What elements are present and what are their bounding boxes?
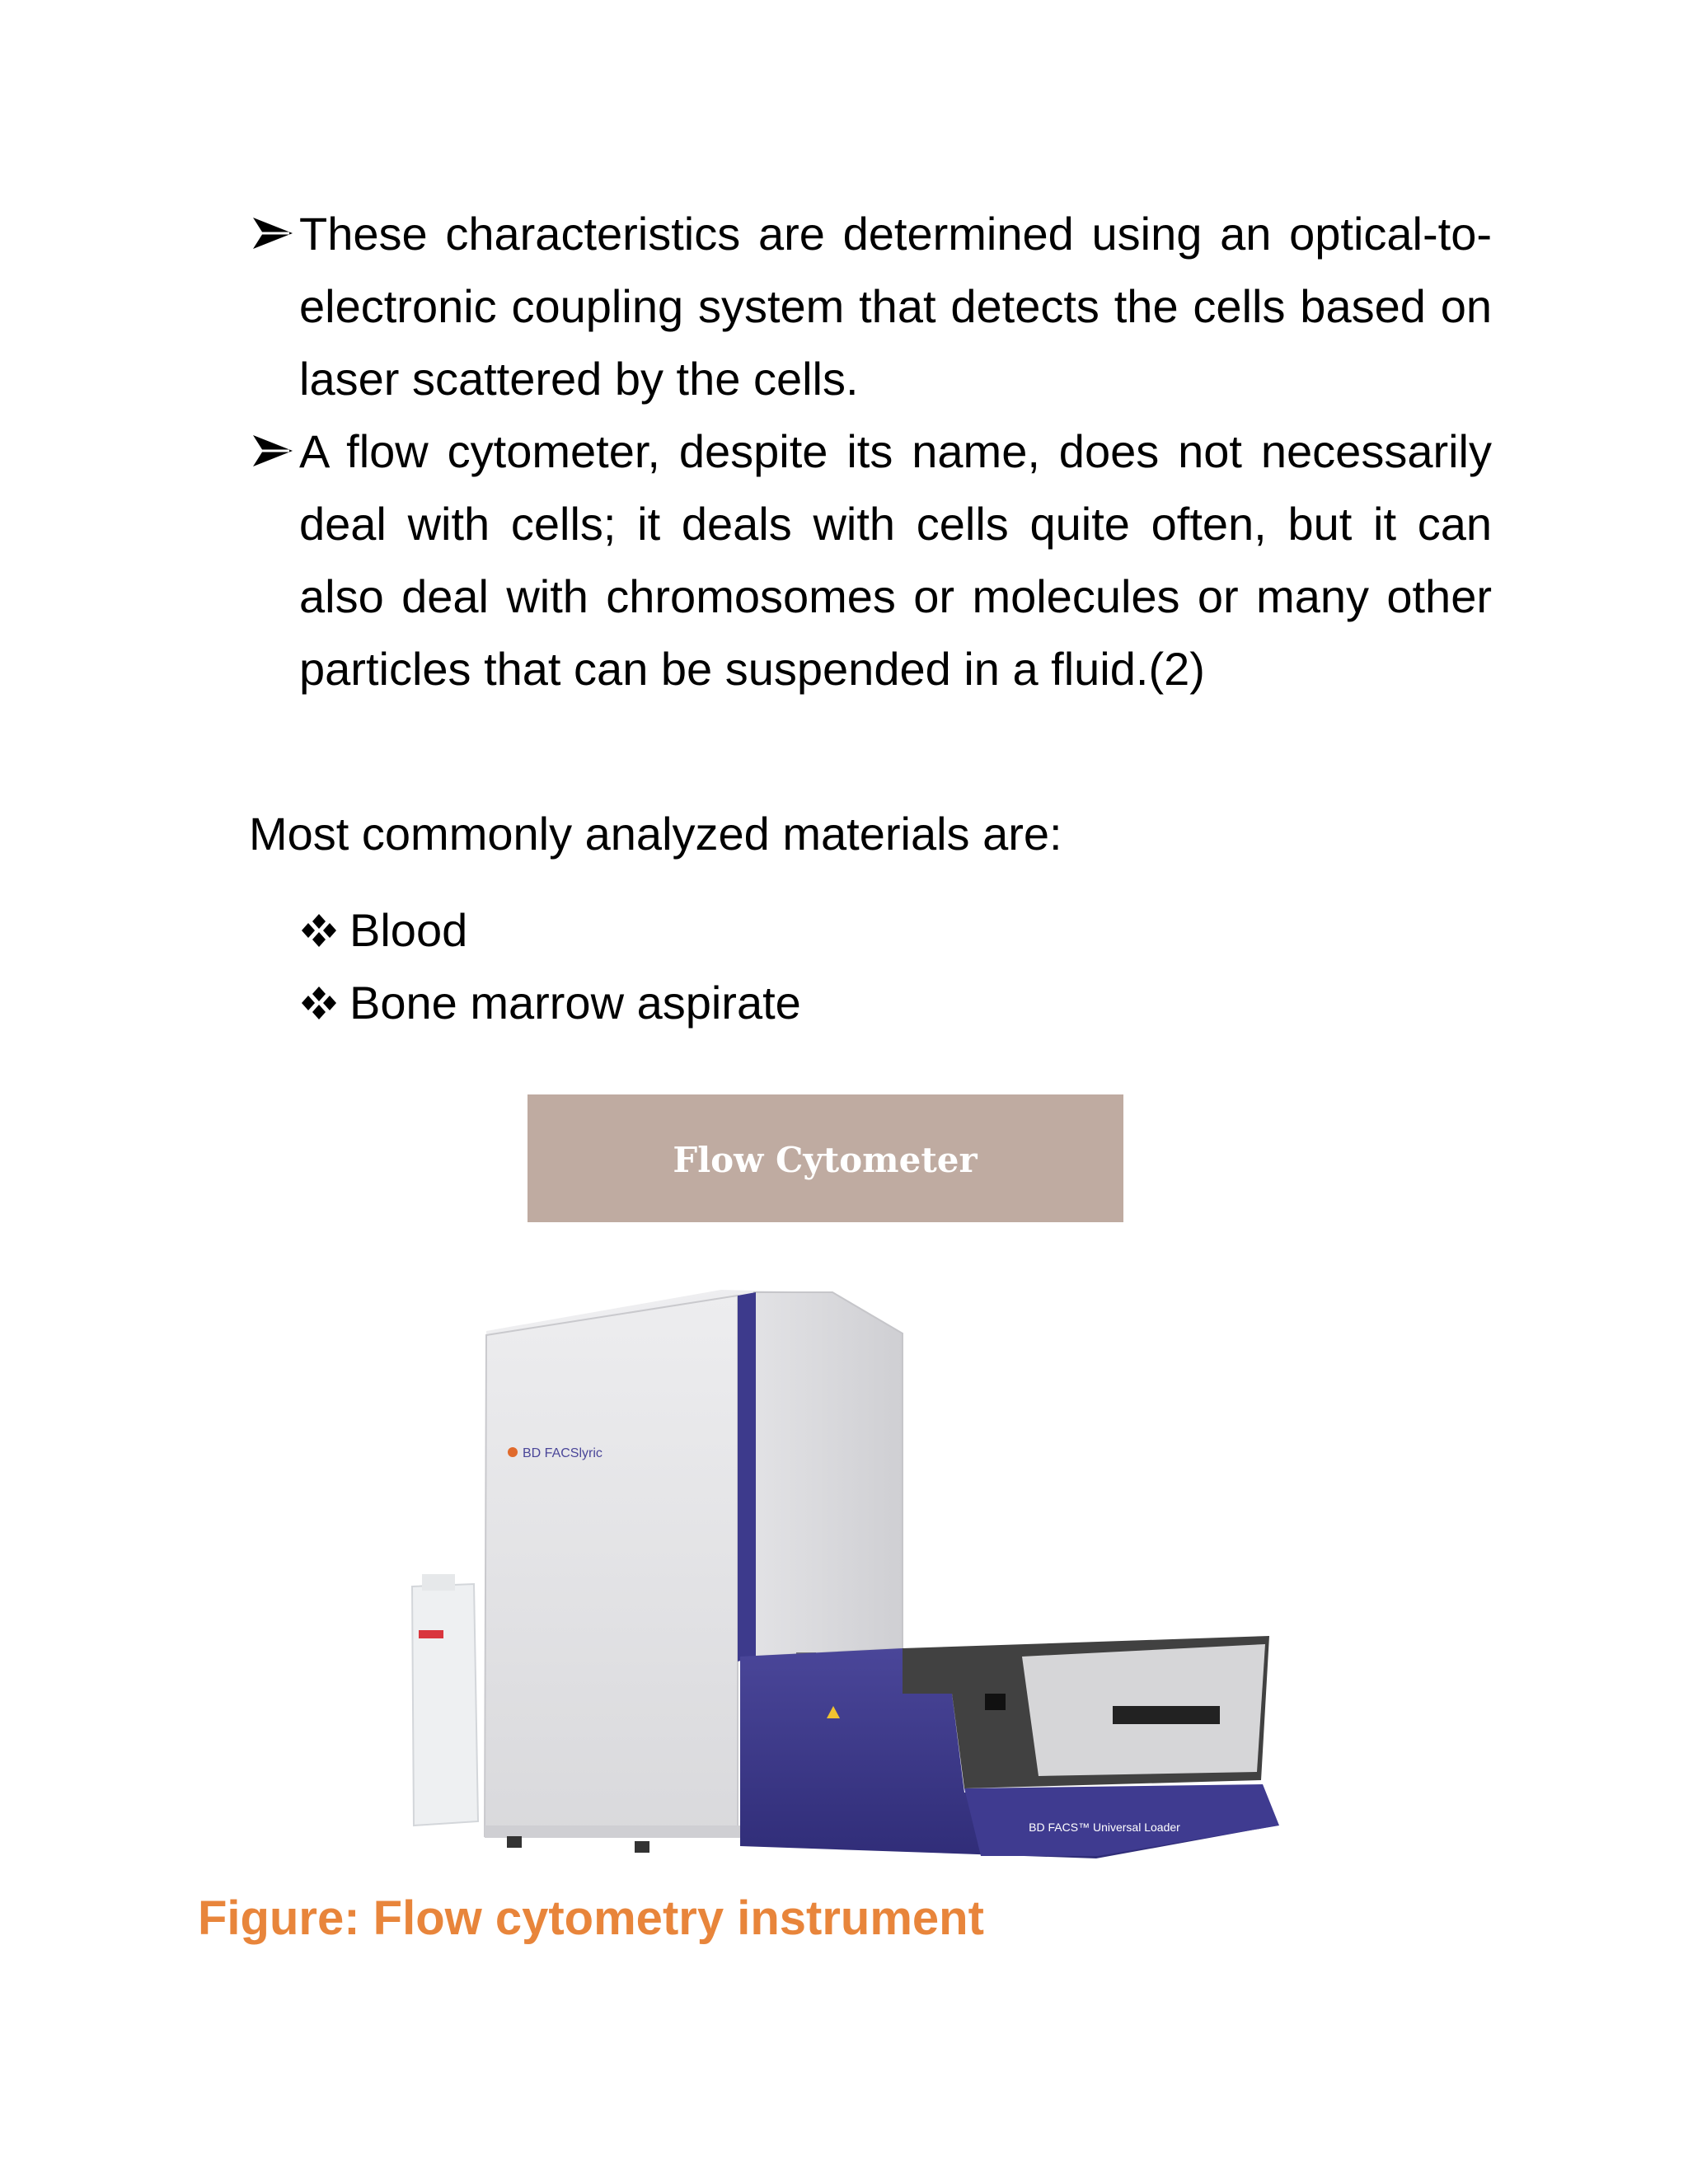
materials-text: Bone marrow aspirate: [349, 977, 801, 1029]
loader-label: BD FACS™ Universal Loader: [1029, 1821, 1180, 1834]
bullet-text: These characteristics are determined using an optical-to-electronic coupling system that detects the cells based on laser scattered by the cells.: [299, 208, 1492, 405]
figure-caption: Figure: Flow cytometry instrument: [198, 1891, 984, 1945]
materials-text: Blood: [349, 904, 468, 956]
four-diamond-icon: [298, 985, 340, 1021]
bullet-item: [251, 198, 1492, 415]
arrow-bullet-icon: [251, 434, 294, 468]
arrow-bullet-icon: [251, 216, 294, 251]
bullet-list: [251, 198, 1492, 705]
materials-item: [298, 894, 801, 967]
flow-cytometer-image: [387, 1080, 1302, 1879]
materials-intro: Most commonly analyzed materials are:: [249, 808, 1062, 860]
brand-label: BD FACSlyric: [523, 1446, 603, 1460]
bullet-text: A flow cytometer, despite its name, does not necessarily deal with cells; it deals with cells quite often, but it can also deal with chromosomes or molecules or many other particles that can be suspended in a fluid.(2): [299, 425, 1492, 695]
four-diamond-icon: [298, 912, 340, 949]
bullet-item: [251, 415, 1492, 705]
materials-item: [298, 967, 801, 1039]
figure-banner-title: Flow Cytometer: [673, 1140, 978, 1180]
materials-list: [298, 894, 801, 1039]
